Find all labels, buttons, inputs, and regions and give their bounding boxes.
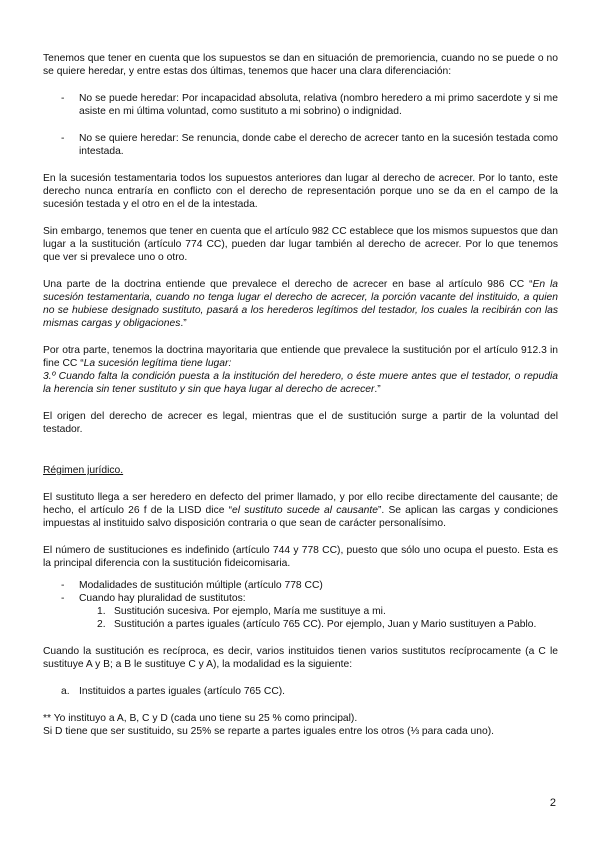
paragraph-origen: El origen del derecho de acrecer es legal, mientras que el de sustitución surge a partir de la voluntad del testador. xyxy=(43,411,558,435)
text-lead: El sustituto llega a ser heredero en defecto del primer llamado, y por ello recibe directamente del causante; de hecho, el artículo 26 f de la LISD dice “ xyxy=(43,492,558,516)
list-marker: 2. xyxy=(97,619,106,630)
quote-articulo-912-title: La sucesión legítima tiene lugar: xyxy=(83,358,232,369)
document-body xyxy=(43,52,558,738)
paragraph-numero-sustituciones: El número de sustituciones es indefinido (artículo 744 y 778 CC), puesto que sólo uno ocupa el puesto. Esta es la principal diferencia con la sustitución fideicomisaria. xyxy=(43,545,558,569)
quote-articulo-986: En la sucesión testamentaria, cuando no tenga lugar el derecho de acrecer, la porción vacante del instituido, a quien no se hubiese designado sustituto, pasará a los herederos legítimos del testador, los cuales la recibirán con las mismas cargas y obligaciones xyxy=(43,279,558,329)
list-item xyxy=(43,618,558,631)
list-item-text: Sustitución a partes iguales (artículo 765 CC). Por ejemplo, Juan y Mario sustituyen a Pablo. xyxy=(114,619,537,630)
paragraph-doctrina-mayoritaria xyxy=(43,344,558,396)
list-item-text: Cuando hay pluralidad de sustitutos: xyxy=(79,593,246,604)
text-lead: Por otra parte, tenemos la doctrina mayoritaria que entiende que prevalece la sustitución por el artículo 912.3 in fine CC “ xyxy=(43,345,558,369)
list-marker: - xyxy=(61,93,65,104)
text-tail: .” xyxy=(374,384,381,395)
list-item xyxy=(43,605,558,618)
list-item xyxy=(43,592,558,605)
list-item-text: Modalidades de sustitución múltiple (artículo 778 CC) xyxy=(79,580,323,591)
quote-articulo-912-body: 3.º Cuando falta la condición puesta a la institución del heredero, o éste muere antes que el testador, o repudia la herencia sin tener sustituto y sin que haya lugar al derecho de acrecer xyxy=(43,371,558,395)
paragraph-articulo-982: Sin embargo, tenemos que tener en cuenta que el artículo 982 CC establece que los mismos supuestos que dan lugar a la sustitución (artículo 774 CC), pueden dar lugar también al derecho de acrecer. Por lo que tenemos que ver si prevalece uno o otro. xyxy=(43,226,558,263)
text-lead: Una parte de la doctrina entiende que prevalece el derecho de acrecer en base al artículo 986 CC “ xyxy=(43,279,533,290)
page-number: 2 xyxy=(549,797,556,809)
list-marker: - xyxy=(61,580,65,591)
list-item xyxy=(43,132,558,158)
list-marker: 1. xyxy=(97,606,106,617)
list-item xyxy=(43,579,558,592)
list-marker: - xyxy=(61,133,65,144)
paragraph-ejemplo-instituyo: ** Yo instituyo a A, B, C y D (cada uno tiene su 25 % como principal). xyxy=(43,713,358,724)
paragraph-reciproca: Cuando la sustitución es recíproca, es decir, varios instituidos tienen varios sustitutos recíprocamente (a C le sustituye A y B; a B le sustituye C y A), la modalidad es la siguiente: xyxy=(43,646,558,670)
list-item-text: No se puede heredar: Por incapacidad absoluta, relativa (nombro heredero a mi primo sacerdote y si me asiste en mi última voluntad, como sustituto a mi sobrino) o indignidad. xyxy=(79,93,558,117)
list-marker: a. xyxy=(61,686,70,697)
list-item-text: Sustitución sucesiva. Por ejemplo, María me sustituye a mi. xyxy=(114,606,386,617)
quote-lisd: el sustituto sucede al causante xyxy=(232,505,378,516)
list-item-text: No se quiere heredar: Se renuncia, donde cabe el derecho de acrecer tanto en la sucesión testada como intestada. xyxy=(79,133,558,157)
list-item xyxy=(43,685,558,698)
text-tail: ”. Se aplican las cargas y condiciones impuestas al instituido salvo disposición contraria o que sean de carácter personalísimo. xyxy=(43,505,558,529)
list-item-text: Instituidos a partes iguales (artículo 765 CC). xyxy=(79,686,286,697)
list-marker: - xyxy=(61,593,65,604)
paragraph-doctrina-acrecer xyxy=(43,278,558,330)
paragraph-sustituto xyxy=(43,491,558,530)
paragraph-sucesion-testamentaria: En la sucesión testamentaria todos los supuestos anteriores dan lugar al derecho de acrecer. Por lo tanto, este derecho nunca entraría en conflicto con el derecho de representación porque uno se da en el campo de la sucesión testada y el otro en el de la intestada. xyxy=(43,173,558,210)
section-heading: Régimen jurídico. xyxy=(43,465,124,476)
paragraph-premoriencia: Tenemos que tener en cuenta que los supuestos se dan en situación de premoriencia, cuando no se puede o no se quiere heredar, y entre estas dos últimas, tenemos que hacer una clara diferenciación: xyxy=(43,53,558,77)
list-item xyxy=(43,92,558,118)
text-tail: .” xyxy=(180,318,187,329)
paragraph-ejemplo-reparto: Si D tiene que ser sustituido, su 25% se reparte a partes iguales entre los otros (⅓ para cada uno). xyxy=(43,726,495,737)
